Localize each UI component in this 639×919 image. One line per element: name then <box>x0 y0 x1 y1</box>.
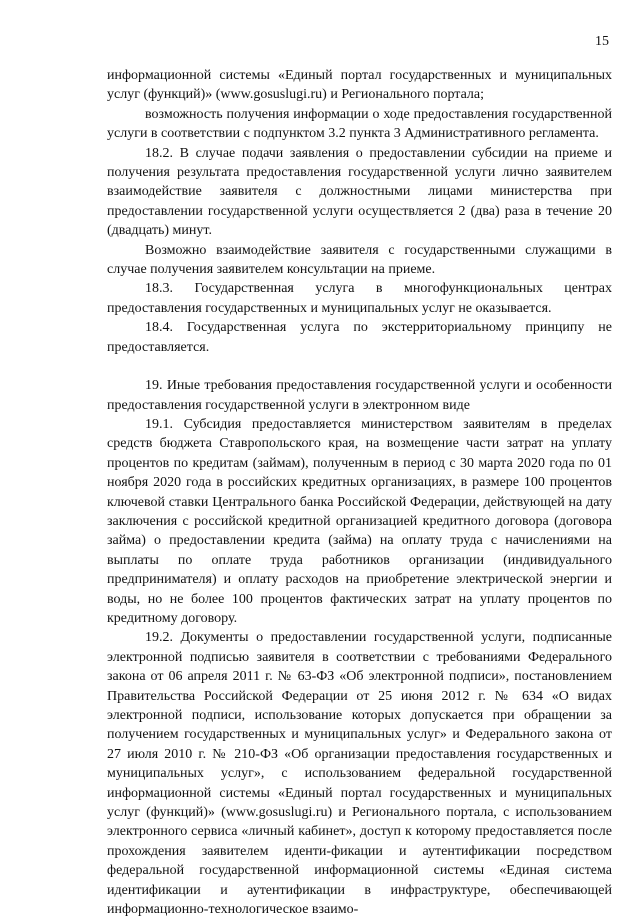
paragraph-18-4: 18.4. Государственная услуга по экстерриториальному принципу не предоставляется. <box>107 320 612 355</box>
paragraph-status-info: возможность получения информации о ходе предоставления государственной услуги в соответствии с подпунктом 3.2 пункта 3 Административного регламента. <box>107 106 612 142</box>
page-number: 15 <box>595 34 609 49</box>
paragraph-19-1: 19.1. Субсидия предоставляется министерством заявителям в пределах средств бюджета Ставропольского края, на возмещение части затрат на уплату процентов по кредитам (займам), полученным в период с 30 марта 2020 года по 01 ноября 2020 года в российских кредитных организациях, в размере 100 процентов ключевой ставки Центрального банка Российской Федерации, действующей на дату заключения с российской кредитной организацией кредитного договора (договора займа) о предоставлении кредита (займа) на оплату труда с начислениями на выплаты по оплате труда работников организации (индивидуального предпринимателя) и оплату расходов на приобретение электрической энергии и воды, но не более 100 процентов фактических затрат на уплату процентов по кредитному договору. <box>107 416 612 626</box>
paragraph-18-2: 18.2. В случае подачи заявления о предоставлении субсидии на приеме и получения результата предоставления государственной услуги лично заявителем взаимодействие заявителя с должностными лицами министерства при предоставлении государственной услуги осуществляется 2 (два) раза в течение 20 (двадцать) минут. <box>107 145 612 239</box>
paragraph-18-3: 18.3. Государственная услуга в многофункциональных центрах предоставления государственных и муниципальных услуг не оказывается. <box>107 281 612 316</box>
paragraph-19-2: 19.2. Документы о предоставлении государственной услуги, подписанные электронной подписью заявителя в соответствии с требованиями Федерального закона от 06 апреля 2011 г. № 63-ФЗ «Об электронной подписи», постановлением Правительства Российской Федерации от 25 июня 2012 г. № 634 «О видах электронной подписи, использование которых допускается при обращении за получением государственных и муниципальных услуг» и Федерального закона от 27 июля 2010 г. № 210-ФЗ «Об организации предоставления государственных и муниципальных услуг», с использованием федеральной государственной информационной системы «Единый портал государственных и муниципальных услуг (функций)» (www.gosuslugi.ru) и Регионального портала, с использованием электронного сервиса «личный кабинет», доступ к которому предоставляется после прохождения заявителем иденти-фикации и аутентификации посредством федеральной государственной информационной системы «Единая система идентификации и аутентификации в инфраструктуре, обеспечивающей информационно-технологическое взаимо- <box>107 630 612 918</box>
document-body <box>107 66 612 919</box>
section-heading-19: 19. Иные требования предоставления государственной услуги и особенности предоставления государственной услуги в электронном виде <box>107 378 612 413</box>
paragraph-portal-info: информационной системы «Единый портал государственных и муниципальных услуг (функций)» (www.gosuslugi.ru) и Регионального портала; <box>107 68 612 103</box>
paragraph-consultation: Возможно взаимодействие заявителя с государственными служащими в случае получения заявителем консультации на приеме. <box>107 242 612 278</box>
